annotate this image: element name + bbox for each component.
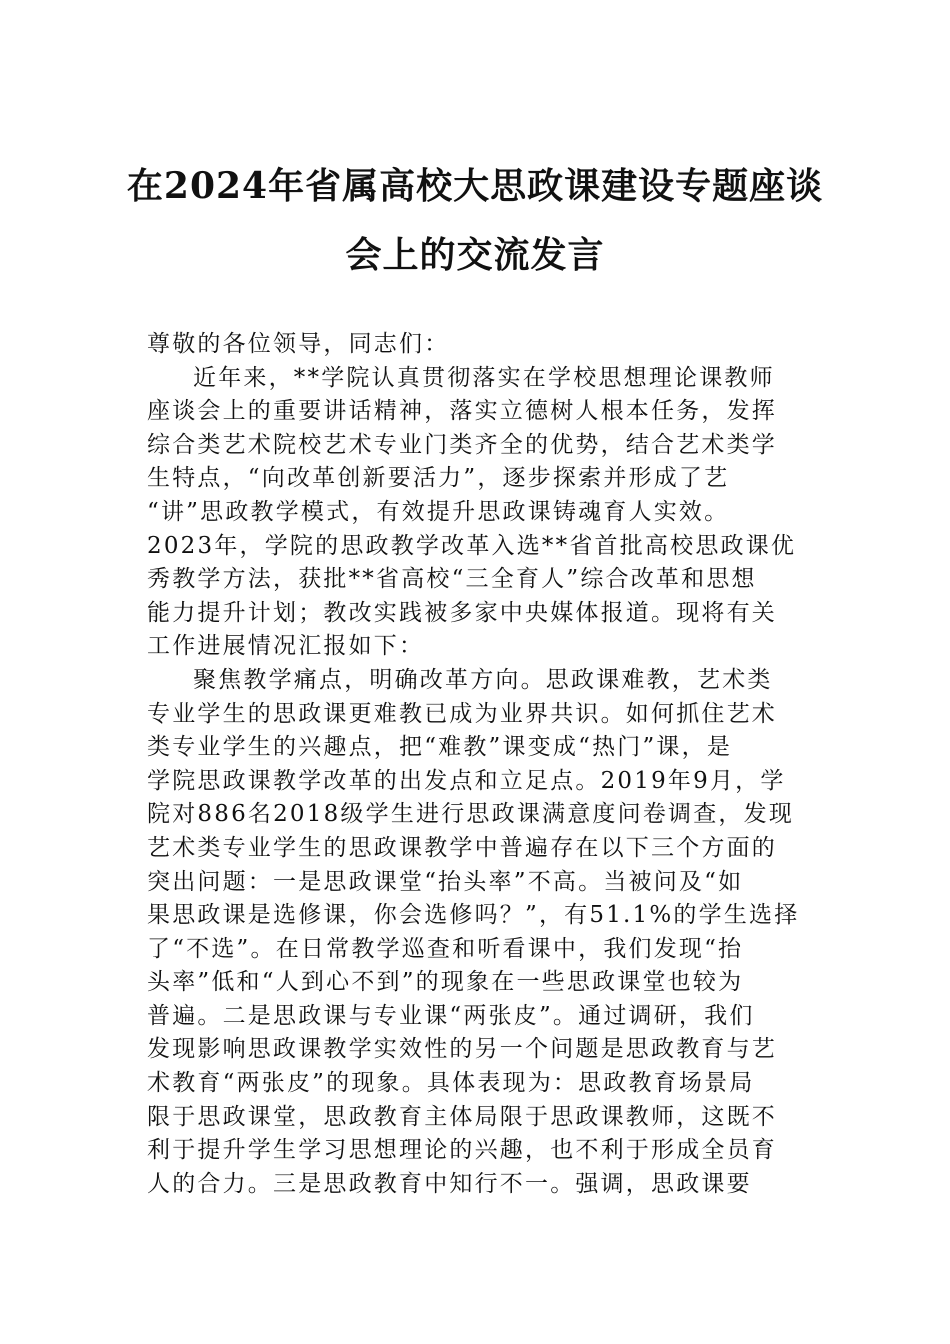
body-line: 突出问题：一是思政课堂“抬头率”不高。当被问及“如 bbox=[147, 868, 744, 895]
body-line: 工作进展情况汇报如下： bbox=[147, 633, 425, 660]
body-line: 2023年，学院的思政教学改革入选**省首批高校思政课优 bbox=[147, 532, 797, 559]
body-line: 专业学生的思政课更难教已成为业界共识。如何抓住艺术 bbox=[147, 700, 777, 727]
body-line: 了“不选”。在日常教学巡查和听看课中，我们发现“抬 bbox=[147, 935, 744, 962]
body-line: 术教育“两张皮”的现象。具体表现为：思政教育场景局 bbox=[147, 1070, 755, 1097]
body-line: 利于提升学生学习思想理论的兴趣，也不利于形成全员育 bbox=[147, 1137, 777, 1164]
body-line: 院对886名2018级学生进行思政课满意度问卷调查，发现 bbox=[147, 801, 795, 828]
body-line: 类专业学生的兴趣点，把“难教”课变成“热门”课，是 bbox=[147, 734, 733, 761]
body-line: 普遍。二是思政课与专业课“两张皮”。通过调研，我们 bbox=[147, 1002, 755, 1029]
body-line: 秀教学方法，获批**省高校“三全育人”综合改革和思想 bbox=[147, 566, 757, 593]
body-line: 综合类艺术院校艺术专业门类齐全的优势，结合艺术类学 bbox=[147, 431, 777, 458]
body-line: 座谈会上的重要讲话精神，落实立德树人根本任务，发挥 bbox=[147, 398, 777, 425]
document-title-line-2: 会上的交流发言 bbox=[345, 234, 605, 276]
body-line: 发现影响思政课教学实效性的另一个问题是思政教育与艺 bbox=[147, 1036, 777, 1063]
body-line: 生特点，“向改革创新要活力”，逐步探索并形成了艺 bbox=[147, 465, 730, 492]
body-line: 果思政课是选修课，你会选修吗？”，有51.1%的学生选择 bbox=[147, 902, 800, 929]
body-line: 艺术类专业学生的思政课教学中普遍存在以下三个方面的 bbox=[147, 834, 777, 861]
body-line: 尊敬的各位领导，同志们： bbox=[147, 331, 450, 357]
body-line: 人的合力。三是思政教育中知行不一。强调，思政课要 bbox=[147, 1170, 752, 1197]
document-body bbox=[147, 328, 807, 1201]
body-line: 学院思政课教学改革的出发点和立足点。2019年9月，学 bbox=[147, 767, 786, 794]
body-line: 头率”低和“人到心不到”的现象在一些思政课堂也较为 bbox=[147, 969, 744, 996]
body-line: 限于思政课堂，思政教育主体局限于思政课教师，这既不 bbox=[147, 1103, 777, 1130]
body-line: 聚焦教学痛点，明确改革方向。思政课难教，艺术类 bbox=[193, 666, 773, 693]
body-line: “讲”思政教学模式，有效提升思政课铸魂育人实效。 bbox=[147, 498, 730, 525]
body-line: 能力提升计划；教改实践被多家中央媒体报道。现将有关 bbox=[147, 599, 777, 626]
body-line: 近年来，**学院认真贯彻落实在学校思想理论课教师 bbox=[193, 364, 775, 391]
document-title-line-1: 在2024年省属高校大思政课建设专题座谈 bbox=[126, 165, 824, 207]
